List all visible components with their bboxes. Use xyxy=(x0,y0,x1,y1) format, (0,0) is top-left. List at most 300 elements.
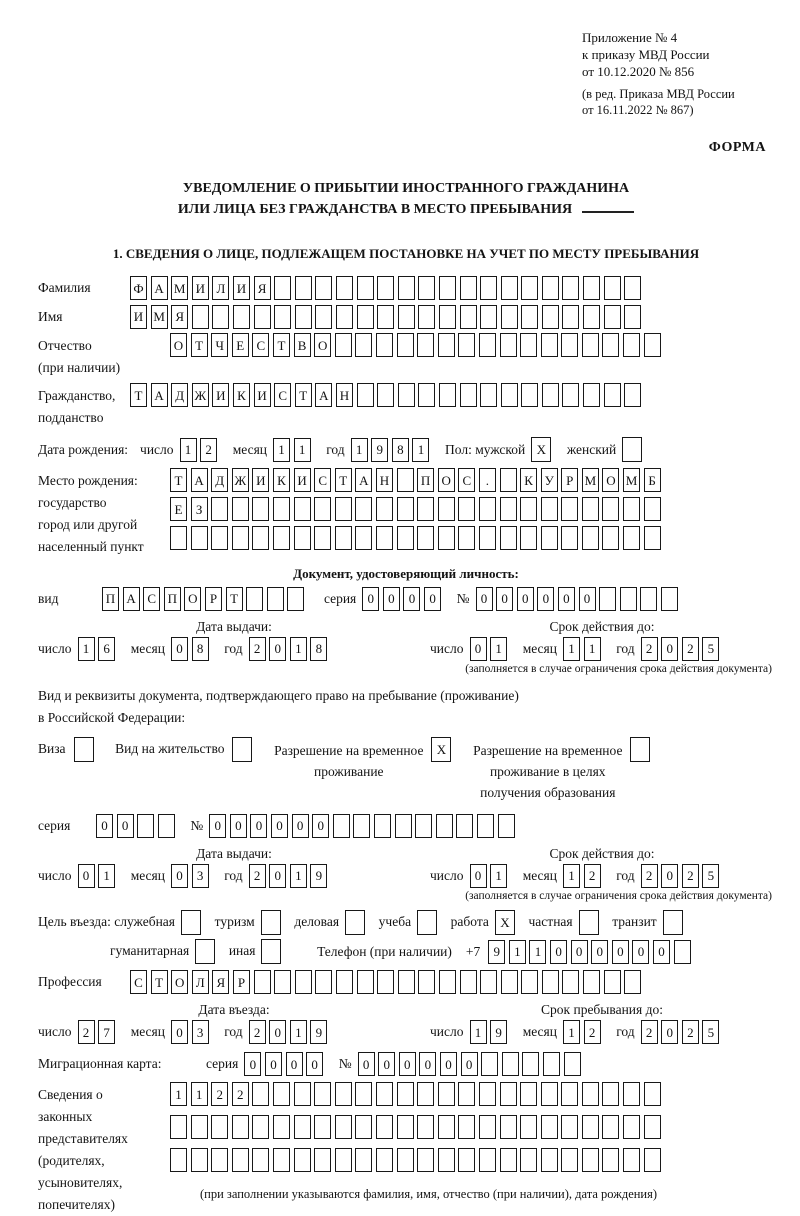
char-box[interactable] xyxy=(479,333,496,357)
char-box[interactable] xyxy=(480,970,497,994)
char-box[interactable] xyxy=(252,1148,269,1172)
char-box[interactable]: И xyxy=(252,468,269,492)
char-box[interactable] xyxy=(561,1148,578,1172)
char-box[interactable]: 0 xyxy=(171,1020,188,1044)
char-box[interactable] xyxy=(181,910,201,935)
char-box[interactable]: 0 xyxy=(537,587,554,611)
char-box[interactable] xyxy=(295,305,312,329)
char-box[interactable]: 0 xyxy=(612,940,629,964)
char-box[interactable]: 9 xyxy=(371,438,388,462)
char-box[interactable]: 1 xyxy=(98,864,115,888)
char-box[interactable]: 2 xyxy=(584,1020,601,1044)
char-box[interactable]: Л xyxy=(192,970,209,994)
char-box[interactable] xyxy=(479,1148,496,1172)
char-box[interactable] xyxy=(481,1052,498,1076)
char-box[interactable] xyxy=(436,814,453,838)
char-box[interactable] xyxy=(274,970,291,994)
char-box[interactable] xyxy=(335,1148,352,1172)
char-box[interactable]: Ж xyxy=(192,383,209,407)
char-box[interactable]: С xyxy=(130,970,147,994)
char-box[interactable]: И xyxy=(212,383,229,407)
char-box[interactable] xyxy=(582,497,599,521)
char-box[interactable] xyxy=(498,814,515,838)
char-box[interactable]: Ф xyxy=(130,276,147,300)
char-box[interactable]: 1 xyxy=(191,1082,208,1106)
char-box[interactable] xyxy=(170,1148,187,1172)
char-box[interactable]: 7 xyxy=(98,1020,115,1044)
char-box[interactable]: 2 xyxy=(232,1082,249,1106)
char-box[interactable] xyxy=(602,333,619,357)
char-box[interactable]: О xyxy=(184,587,201,611)
char-box[interactable] xyxy=(398,383,415,407)
char-box[interactable]: И xyxy=(233,276,250,300)
char-box[interactable] xyxy=(644,497,661,521)
char-box[interactable] xyxy=(287,587,304,611)
char-box[interactable] xyxy=(480,276,497,300)
char-box[interactable] xyxy=(477,814,494,838)
char-box[interactable]: 8 xyxy=(392,438,409,462)
char-box[interactable]: 9 xyxy=(310,1020,327,1044)
char-box[interactable]: 0 xyxy=(78,864,95,888)
char-box[interactable]: 0 xyxy=(269,1020,286,1044)
char-box[interactable] xyxy=(376,1082,393,1106)
char-box[interactable] xyxy=(500,1082,517,1106)
char-box[interactable] xyxy=(345,910,365,935)
char-box[interactable] xyxy=(314,1148,331,1172)
char-box[interactable] xyxy=(624,970,641,994)
char-box[interactable] xyxy=(541,333,558,357)
char-box[interactable] xyxy=(542,383,559,407)
char-box[interactable] xyxy=(561,497,578,521)
char-box[interactable] xyxy=(439,970,456,994)
char-box[interactable] xyxy=(458,1115,475,1139)
char-box[interactable]: А xyxy=(315,383,332,407)
char-box[interactable] xyxy=(520,333,537,357)
char-box[interactable] xyxy=(623,526,640,550)
char-box[interactable] xyxy=(438,526,455,550)
char-box[interactable] xyxy=(273,497,290,521)
char-box[interactable] xyxy=(397,1148,414,1172)
char-box[interactable]: 0 xyxy=(550,940,567,964)
char-box[interactable] xyxy=(333,814,350,838)
char-box[interactable]: 0 xyxy=(558,587,575,611)
char-box[interactable] xyxy=(438,333,455,357)
char-box[interactable]: О xyxy=(438,468,455,492)
char-box[interactable] xyxy=(418,383,435,407)
char-box[interactable] xyxy=(604,276,621,300)
char-box[interactable] xyxy=(377,276,394,300)
char-box[interactable]: 2 xyxy=(249,864,266,888)
char-box[interactable] xyxy=(232,526,249,550)
char-box[interactable]: 0 xyxy=(470,864,487,888)
char-box[interactable]: 1 xyxy=(509,940,526,964)
char-box[interactable]: X xyxy=(495,910,515,935)
char-box[interactable] xyxy=(583,383,600,407)
char-box[interactable] xyxy=(336,970,353,994)
char-box[interactable]: Т xyxy=(273,333,290,357)
char-box[interactable] xyxy=(377,970,394,994)
char-box[interactable]: 1 xyxy=(273,438,290,462)
char-box[interactable]: С xyxy=(252,333,269,357)
char-box[interactable] xyxy=(294,526,311,550)
char-box[interactable]: 1 xyxy=(563,637,580,661)
char-box[interactable] xyxy=(415,814,432,838)
char-box[interactable]: 2 xyxy=(249,637,266,661)
char-box[interactable] xyxy=(335,1082,352,1106)
char-box[interactable]: 1 xyxy=(584,637,601,661)
char-box[interactable] xyxy=(640,587,657,611)
char-box[interactable] xyxy=(644,1148,661,1172)
char-box[interactable]: Т xyxy=(335,468,352,492)
char-box[interactable]: М xyxy=(151,305,168,329)
char-box[interactable] xyxy=(460,383,477,407)
char-box[interactable]: 0 xyxy=(661,637,678,661)
char-box[interactable] xyxy=(397,1082,414,1106)
char-box[interactable] xyxy=(623,1115,640,1139)
char-box[interactable]: И xyxy=(130,305,147,329)
char-box[interactable]: 0 xyxy=(661,864,678,888)
char-box[interactable]: 1 xyxy=(412,438,429,462)
char-box[interactable] xyxy=(458,1082,475,1106)
char-box[interactable] xyxy=(357,276,374,300)
char-box[interactable]: Т xyxy=(295,383,312,407)
char-box[interactable] xyxy=(273,1148,290,1172)
char-box[interactable]: Я xyxy=(254,276,271,300)
char-box[interactable]: 2 xyxy=(682,1020,699,1044)
char-box[interactable] xyxy=(335,526,352,550)
char-box[interactable] xyxy=(644,333,661,357)
char-box[interactable]: 5 xyxy=(702,864,719,888)
char-box[interactable] xyxy=(561,526,578,550)
char-box[interactable]: Н xyxy=(376,468,393,492)
char-box[interactable] xyxy=(644,1115,661,1139)
char-box[interactable]: 1 xyxy=(290,637,307,661)
char-box[interactable] xyxy=(479,1082,496,1106)
char-box[interactable] xyxy=(661,587,678,611)
char-box[interactable] xyxy=(541,1082,558,1106)
char-box[interactable] xyxy=(541,526,558,550)
char-box[interactable]: 0 xyxy=(496,587,513,611)
char-box[interactable] xyxy=(604,305,621,329)
char-box[interactable]: П xyxy=(417,468,434,492)
char-box[interactable] xyxy=(233,305,250,329)
char-box[interactable]: Ч xyxy=(211,333,228,357)
char-box[interactable] xyxy=(376,1148,393,1172)
char-box[interactable]: 1 xyxy=(563,1020,580,1044)
char-box[interactable]: 2 xyxy=(249,1020,266,1044)
char-box[interactable] xyxy=(315,970,332,994)
char-box[interactable] xyxy=(579,910,599,935)
char-box[interactable]: Е xyxy=(170,497,187,521)
char-box[interactable]: 9 xyxy=(488,940,505,964)
char-box[interactable] xyxy=(521,383,538,407)
char-box[interactable] xyxy=(195,939,215,964)
char-box[interactable] xyxy=(294,1115,311,1139)
char-box[interactable] xyxy=(501,276,518,300)
char-box[interactable]: С xyxy=(314,468,331,492)
char-box[interactable] xyxy=(562,305,579,329)
char-box[interactable] xyxy=(417,1115,434,1139)
char-box[interactable] xyxy=(562,383,579,407)
char-box[interactable]: 1 xyxy=(290,1020,307,1044)
char-box[interactable]: 1 xyxy=(490,864,507,888)
char-box[interactable] xyxy=(315,305,332,329)
char-box[interactable]: 1 xyxy=(351,438,368,462)
char-box[interactable] xyxy=(397,1115,414,1139)
char-box[interactable]: X xyxy=(431,737,451,762)
char-box[interactable] xyxy=(295,970,312,994)
char-box[interactable]: 2 xyxy=(682,864,699,888)
char-box[interactable]: 5 xyxy=(702,1020,719,1044)
char-box[interactable]: А xyxy=(151,383,168,407)
char-box[interactable]: 0 xyxy=(269,864,286,888)
char-box[interactable]: 9 xyxy=(310,864,327,888)
char-box[interactable] xyxy=(397,468,414,492)
char-box[interactable]: К xyxy=(273,468,290,492)
char-box[interactable] xyxy=(674,940,691,964)
char-box[interactable]: И xyxy=(254,383,271,407)
char-box[interactable] xyxy=(439,305,456,329)
char-box[interactable] xyxy=(623,1148,640,1172)
char-box[interactable] xyxy=(500,1115,517,1139)
char-box[interactable]: 0 xyxy=(399,1052,416,1076)
char-box[interactable] xyxy=(521,305,538,329)
char-box[interactable]: 0 xyxy=(292,814,309,838)
char-box[interactable]: З xyxy=(191,497,208,521)
char-box[interactable] xyxy=(252,1082,269,1106)
char-box[interactable] xyxy=(458,497,475,521)
char-box[interactable] xyxy=(439,276,456,300)
char-box[interactable] xyxy=(439,383,456,407)
char-box[interactable] xyxy=(623,1082,640,1106)
char-box[interactable] xyxy=(501,305,518,329)
char-box[interactable]: И xyxy=(294,468,311,492)
char-box[interactable] xyxy=(438,1115,455,1139)
char-box[interactable]: А xyxy=(151,276,168,300)
char-box[interactable]: 0 xyxy=(312,814,329,838)
char-box[interactable] xyxy=(336,276,353,300)
char-box[interactable] xyxy=(479,497,496,521)
char-box[interactable] xyxy=(315,276,332,300)
char-box[interactable]: Ж xyxy=(232,468,249,492)
char-box[interactable]: X xyxy=(531,437,551,462)
char-box[interactable] xyxy=(458,1148,475,1172)
char-box[interactable] xyxy=(583,305,600,329)
char-box[interactable] xyxy=(294,497,311,521)
char-box[interactable] xyxy=(418,970,435,994)
char-box[interactable] xyxy=(314,1115,331,1139)
char-box[interactable] xyxy=(417,333,434,357)
char-box[interactable] xyxy=(273,1115,290,1139)
char-box[interactable]: Д xyxy=(171,383,188,407)
char-box[interactable] xyxy=(192,305,209,329)
char-box[interactable]: 2 xyxy=(682,637,699,661)
char-box[interactable]: Д xyxy=(211,468,228,492)
char-box[interactable]: М xyxy=(171,276,188,300)
char-box[interactable]: П xyxy=(164,587,181,611)
char-box[interactable] xyxy=(357,383,374,407)
char-box[interactable] xyxy=(397,526,414,550)
char-box[interactable]: 0 xyxy=(632,940,649,964)
char-box[interactable] xyxy=(501,383,518,407)
char-box[interactable] xyxy=(273,1082,290,1106)
char-box[interactable] xyxy=(582,1148,599,1172)
char-box[interactable]: 0 xyxy=(286,1052,303,1076)
char-box[interactable]: 0 xyxy=(383,587,400,611)
char-box[interactable] xyxy=(604,970,621,994)
char-box[interactable] xyxy=(542,970,559,994)
char-box[interactable] xyxy=(211,1148,228,1172)
char-box[interactable]: 1 xyxy=(180,438,197,462)
char-box[interactable] xyxy=(438,1082,455,1106)
char-box[interactable]: 9 xyxy=(490,1020,507,1044)
char-box[interactable] xyxy=(620,587,637,611)
char-box[interactable]: П xyxy=(102,587,119,611)
char-box[interactable] xyxy=(335,333,352,357)
char-box[interactable] xyxy=(246,587,263,611)
char-box[interactable] xyxy=(541,1115,558,1139)
char-box[interactable]: Т xyxy=(226,587,243,611)
char-box[interactable] xyxy=(355,1148,372,1172)
char-box[interactable]: 1 xyxy=(294,438,311,462)
char-box[interactable]: 0 xyxy=(230,814,247,838)
char-box[interactable] xyxy=(254,970,271,994)
char-box[interactable] xyxy=(520,1082,537,1106)
char-box[interactable] xyxy=(561,1115,578,1139)
char-box[interactable] xyxy=(623,497,640,521)
char-box[interactable] xyxy=(314,1082,331,1106)
char-box[interactable] xyxy=(377,305,394,329)
char-box[interactable]: 0 xyxy=(306,1052,323,1076)
char-box[interactable] xyxy=(335,497,352,521)
char-box[interactable]: К xyxy=(233,383,250,407)
char-box[interactable] xyxy=(500,468,517,492)
char-box[interactable]: 1 xyxy=(563,864,580,888)
char-box[interactable]: Н xyxy=(336,383,353,407)
char-box[interactable] xyxy=(561,1082,578,1106)
char-box[interactable] xyxy=(417,1148,434,1172)
char-box[interactable] xyxy=(357,305,374,329)
char-box[interactable]: 1 xyxy=(470,1020,487,1044)
char-box[interactable] xyxy=(397,333,414,357)
char-box[interactable] xyxy=(232,1148,249,1172)
char-box[interactable]: 8 xyxy=(192,637,209,661)
char-box[interactable] xyxy=(663,910,683,935)
char-box[interactable]: 0 xyxy=(378,1052,395,1076)
char-box[interactable] xyxy=(252,526,269,550)
char-box[interactable] xyxy=(232,737,252,762)
char-box[interactable] xyxy=(542,305,559,329)
char-box[interactable]: 1 xyxy=(78,637,95,661)
char-box[interactable]: Р xyxy=(561,468,578,492)
char-box[interactable] xyxy=(274,276,291,300)
char-box[interactable]: 0 xyxy=(419,1052,436,1076)
char-box[interactable] xyxy=(602,1082,619,1106)
char-box[interactable] xyxy=(644,1082,661,1106)
char-box[interactable] xyxy=(397,497,414,521)
char-box[interactable] xyxy=(267,587,284,611)
char-box[interactable] xyxy=(294,1148,311,1172)
char-box[interactable]: 2 xyxy=(641,864,658,888)
char-box[interactable] xyxy=(438,1148,455,1172)
char-box[interactable] xyxy=(541,1148,558,1172)
char-box[interactable] xyxy=(170,526,187,550)
char-box[interactable]: 1 xyxy=(490,637,507,661)
char-box[interactable]: 0 xyxy=(358,1052,375,1076)
char-box[interactable] xyxy=(395,814,412,838)
char-box[interactable]: . xyxy=(479,468,496,492)
char-box[interactable] xyxy=(355,526,372,550)
char-box[interactable] xyxy=(480,383,497,407)
char-box[interactable]: М xyxy=(623,468,640,492)
char-box[interactable]: С xyxy=(274,383,291,407)
char-box[interactable] xyxy=(418,305,435,329)
char-box[interactable]: Б xyxy=(644,468,661,492)
char-box[interactable]: 2 xyxy=(641,637,658,661)
char-box[interactable] xyxy=(520,1115,537,1139)
char-box[interactable] xyxy=(438,497,455,521)
char-box[interactable] xyxy=(564,1052,581,1076)
char-box[interactable] xyxy=(191,1148,208,1172)
char-box[interactable] xyxy=(602,1148,619,1172)
char-box[interactable] xyxy=(355,1115,372,1139)
char-box[interactable] xyxy=(232,497,249,521)
char-box[interactable] xyxy=(252,1115,269,1139)
char-box[interactable] xyxy=(460,305,477,329)
char-box[interactable] xyxy=(562,970,579,994)
char-box[interactable] xyxy=(211,1115,228,1139)
char-box[interactable] xyxy=(398,970,415,994)
char-box[interactable]: О xyxy=(170,333,187,357)
char-box[interactable] xyxy=(254,305,271,329)
char-box[interactable] xyxy=(353,814,370,838)
char-box[interactable] xyxy=(520,526,537,550)
char-box[interactable]: 0 xyxy=(96,814,113,838)
char-box[interactable]: 0 xyxy=(171,637,188,661)
char-box[interactable] xyxy=(520,497,537,521)
char-box[interactable] xyxy=(74,737,94,762)
char-box[interactable]: 6 xyxy=(98,637,115,661)
char-box[interactable] xyxy=(377,383,394,407)
char-box[interactable] xyxy=(479,526,496,550)
char-box[interactable]: А xyxy=(355,468,372,492)
char-box[interactable] xyxy=(417,910,437,935)
char-box[interactable] xyxy=(456,814,473,838)
char-box[interactable] xyxy=(374,814,391,838)
char-box[interactable]: У xyxy=(541,468,558,492)
char-box[interactable]: О xyxy=(602,468,619,492)
char-box[interactable] xyxy=(460,970,477,994)
char-box[interactable] xyxy=(458,333,475,357)
char-box[interactable]: 0 xyxy=(265,1052,282,1076)
char-box[interactable] xyxy=(191,1115,208,1139)
char-box[interactable]: 0 xyxy=(470,637,487,661)
char-box[interactable] xyxy=(170,1115,187,1139)
char-box[interactable]: 0 xyxy=(171,864,188,888)
char-box[interactable]: 0 xyxy=(271,814,288,838)
char-box[interactable]: С xyxy=(458,468,475,492)
char-box[interactable] xyxy=(417,497,434,521)
char-box[interactable] xyxy=(521,276,538,300)
char-box[interactable] xyxy=(398,305,415,329)
char-box[interactable]: 0 xyxy=(571,940,588,964)
char-box[interactable]: 3 xyxy=(192,1020,209,1044)
char-box[interactable]: Т xyxy=(191,333,208,357)
char-box[interactable]: 2 xyxy=(584,864,601,888)
char-box[interactable] xyxy=(500,497,517,521)
char-box[interactable] xyxy=(604,383,621,407)
char-box[interactable] xyxy=(314,526,331,550)
